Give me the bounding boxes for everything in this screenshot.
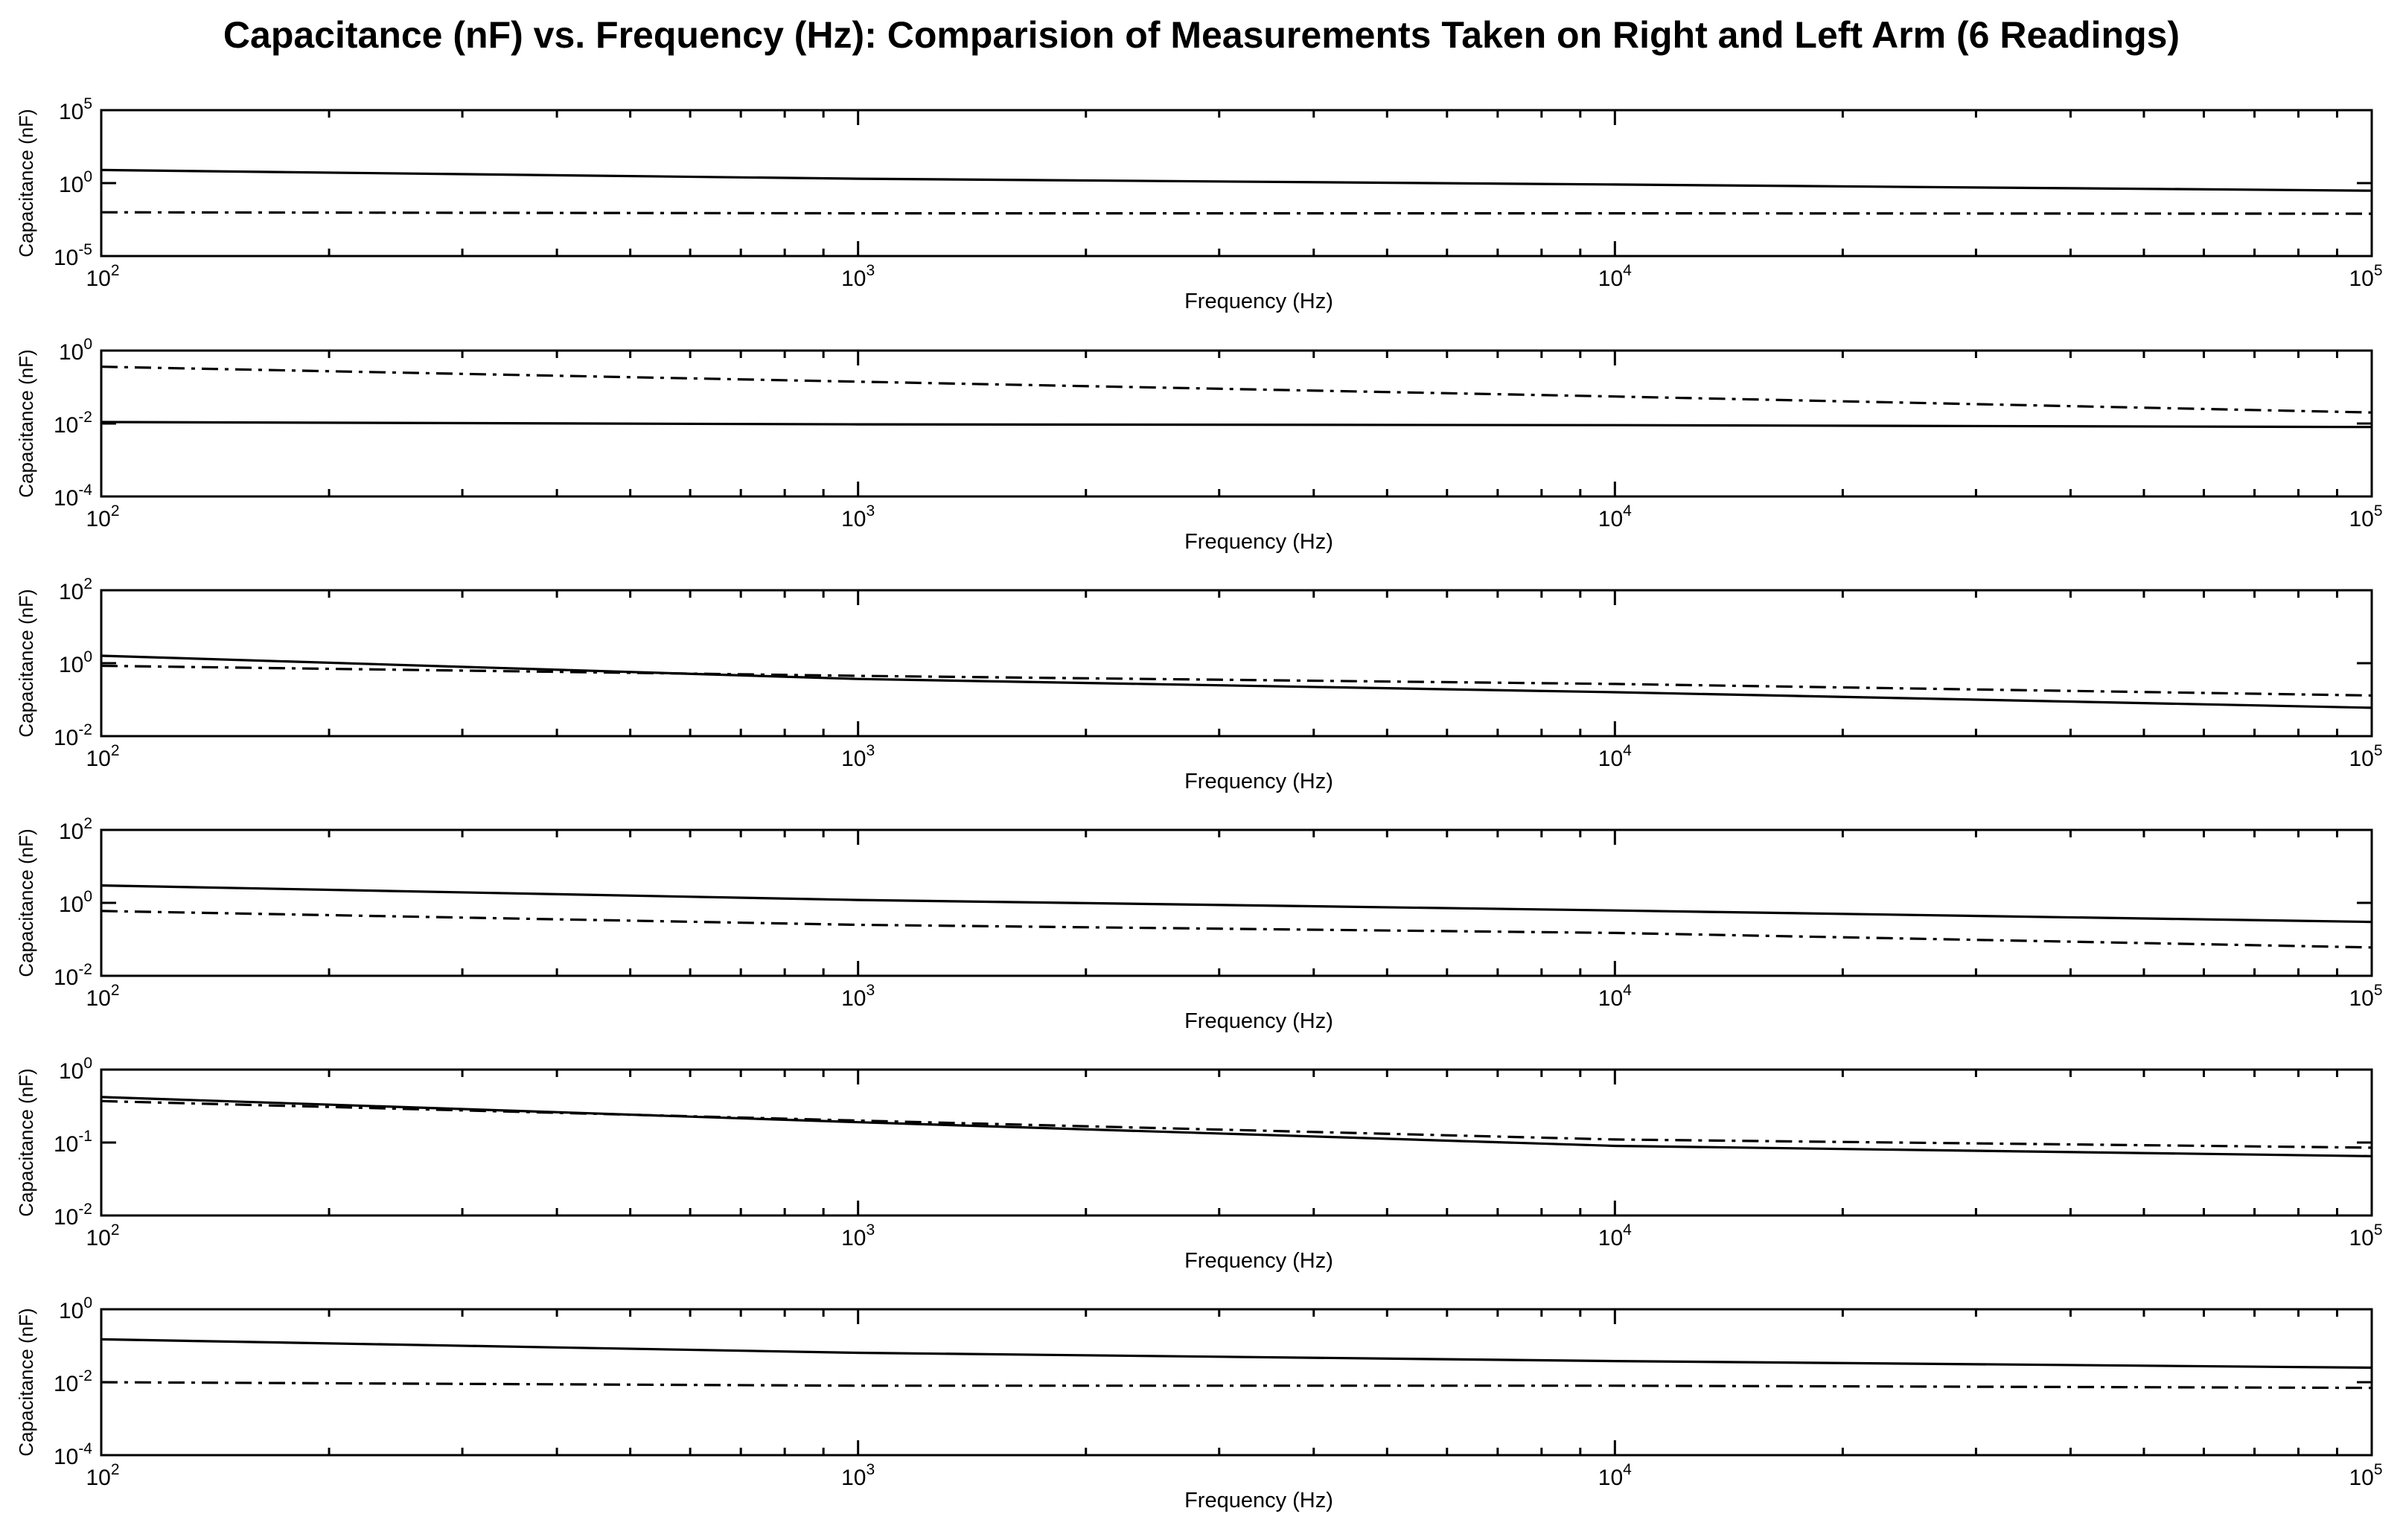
y-tick-label: $10^2$ [58,575,92,604]
x-tick-label: $10^3$ [841,742,875,771]
x-tick-label: $10^4$ [1598,1461,1632,1490]
dashdot-series-line [101,1382,2372,1388]
y-tick-label: $10^0$ [58,648,92,677]
axes-box [101,590,2372,736]
y-tick-label: $10^0$ [58,1294,92,1323]
y-axis-label: Capacitance (nF) [15,1308,37,1457]
x-axis-label: Frequency (Hz) [1184,290,1333,313]
x-tick-label: $10^5$ [2349,982,2383,1011]
subplot-4 [15,815,2383,1033]
y-axis-label: Capacitance (nF) [15,589,37,738]
y-axis-label: Capacitance (nF) [15,109,37,258]
y-tick-label: $10^{-2}$ [53,1201,92,1230]
dashdot-series-line [101,367,2372,413]
x-tick-label: $10^4$ [1598,982,1632,1011]
y-tick-label: $10^0$ [58,336,92,365]
x-axis-label: Frequency (Hz) [1184,1009,1333,1033]
y-axis-label: Capacitance (nF) [15,349,37,498]
x-axis-label: Frequency (Hz) [1184,530,1333,554]
x-axis-label: Frequency (Hz) [1184,1249,1333,1273]
y-tick-label: $10^0$ [58,888,92,917]
y-tick-label: $10^{-2}$ [53,961,92,990]
y-tick-label: $10^{-2}$ [53,721,92,750]
subplot-3 [15,575,2383,793]
x-axis-label: Frequency (Hz) [1184,770,1333,793]
y-tick-label: $10^{-4}$ [53,482,92,511]
y-tick-label: $10^{-5}$ [53,241,92,270]
subplot-5 [15,1055,2383,1273]
x-tick-label: $10^3$ [841,1221,875,1250]
solid-series-line [101,422,2372,427]
x-tick-label: $10^5$ [2349,262,2383,291]
x-tick-label: $10^2$ [86,502,120,531]
solid-series-line [101,1339,2372,1367]
x-tick-label: $10^3$ [841,982,875,1011]
y-axis-label: Capacitance (nF) [15,1068,37,1217]
chart-title: Capacitance (nF) vs. Frequency (Hz): Comparision of Measurements Taken on Right and Left Arm (6 Readings) [223,14,2180,56]
subplot-2 [15,336,2383,554]
x-tick-label: $10^2$ [86,742,120,771]
x-tick-label: $10^5$ [2349,1221,2383,1250]
y-tick-label: $10^2$ [58,815,92,844]
axes-box [101,1070,2372,1215]
y-tick-label: $10^{-1}$ [53,1128,92,1157]
x-axis-label: Frequency (Hz) [1184,1489,1333,1512]
axes-box [101,830,2372,976]
y-tick-label: $10^5$ [58,95,92,124]
subplot-6 [15,1294,2383,1512]
subplot-1 [15,95,2383,313]
x-tick-label: $10^5$ [2349,742,2383,771]
dashdot-series-line [101,666,2372,696]
x-tick-label: $10^4$ [1598,502,1632,531]
x-tick-label: $10^3$ [841,262,875,291]
x-tick-label: $10^4$ [1598,262,1632,291]
y-tick-label: $10^{-4}$ [53,1440,92,1469]
x-tick-label: $10^4$ [1598,1221,1632,1250]
x-tick-label: $10^5$ [2349,1461,2383,1490]
x-tick-label: $10^4$ [1598,742,1632,771]
y-tick-label: $10^0$ [58,168,92,197]
y-tick-label: $10^{-2}$ [53,1367,92,1396]
x-tick-label: $10^2$ [86,982,120,1011]
x-tick-label: $10^2$ [86,1221,120,1250]
axes-box [101,110,2372,256]
x-tick-label: $10^2$ [86,1461,120,1490]
x-tick-label: $10^3$ [841,1461,875,1490]
x-tick-label: $10^2$ [86,262,120,291]
dashdot-series-line [101,212,2372,214]
solid-series-line [101,1097,2372,1156]
solid-series-line [101,656,2372,708]
x-tick-label: $10^5$ [2349,502,2383,531]
y-axis-label: Capacitance (nF) [15,828,37,977]
axes-box [101,1309,2372,1455]
x-tick-label: $10^3$ [841,502,875,531]
y-tick-label: $10^0$ [58,1055,92,1084]
solid-series-line [101,170,2372,191]
y-tick-label: $10^{-2}$ [53,409,92,438]
